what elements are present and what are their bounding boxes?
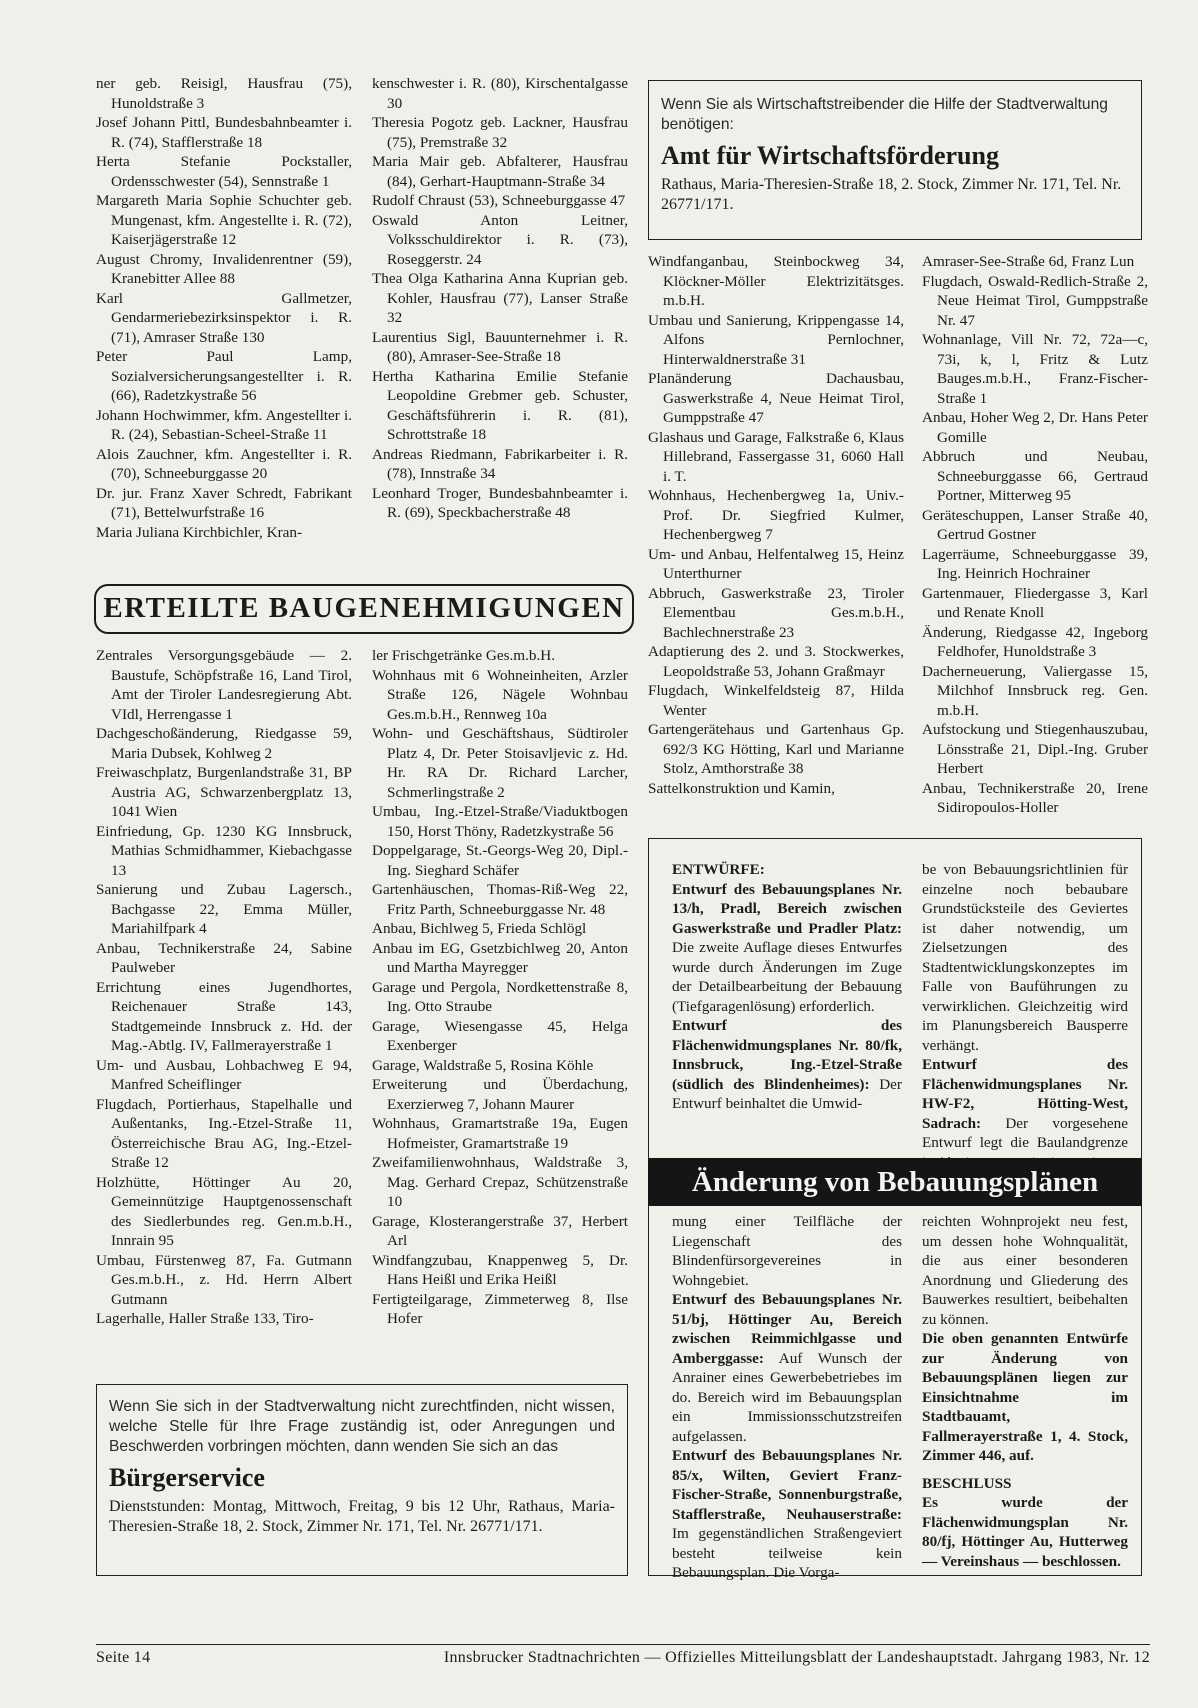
- list-item: Errichtung eines Jugendhortes, Reichenauer Straße 143, Stadtgemeinde Innsbruck z. Hd. der Mag.-Abtlg. IV, Fallmerayerstraße 1: [96, 978, 352, 1054]
- list-item: Johann Hochwimmer, kfm. Angestellter i. R. (24), Sebastian-Scheel-Straße 11: [96, 406, 352, 443]
- hwf2-continued: reichten Wohnprojekt neu fest, um dessen hohe Wohnqualität, die aus einer besonderen Anordnung und Gliederung des Bauwerkes resultiert, beibehalten zu können.: [922, 1213, 1128, 1328]
- entwuerfe-left: [672, 860, 902, 1114]
- list-item: ler Frischgetränke Ges.m.b.H.: [372, 647, 556, 664]
- list-item: Einfriedung, Gp. 1230 KG Innsbruck, Mathias Schmidhammer, Kiebachgasse 13: [96, 822, 352, 879]
- list-item: Umbau und Sanierung, Krippengasse 14, Alfons Pernlochner, Hinterwaldnerstraße 31: [648, 311, 904, 368]
- list-item: Gartengerätehaus und Gartenhaus Gp. 692/3 KG Hötting, Karl und Marianne Stolz, Amthorstraße 38: [648, 721, 904, 777]
- list-item: Garage, Waldstraße 5, Rosina Köhle: [372, 1056, 594, 1074]
- publication-line: Innsbrucker Stadtnachrichten — Offizielles Mitteilungsblatt der Landeshauptstadt. Jahrgang 1983, Nr. 12: [443, 1649, 1150, 1666]
- entwurf-85x-text: Im gegenständlichen Straßengeviert besteht teilweise kein Bebauungsplan. Die Vorga-: [672, 1525, 902, 1581]
- aenderung-right: [922, 1212, 1128, 1571]
- col1-bau-list: [96, 646, 352, 1329]
- page-number: Seite 14: [96, 1649, 151, 1666]
- list-item: Lagerräume, Schneeburggasse 39, Ing. Heinrich Hochrainer: [922, 545, 1148, 582]
- aenderung-left: [672, 1212, 902, 1583]
- entwuerfe-heading: ENTWÜRFE:: [672, 861, 765, 878]
- list-item: Andreas Riedmann, Fabrikarbeiter i. R. (78), Innstraße 34: [372, 445, 628, 482]
- list-item: Garage und Pergola, Nordkettenstraße 8, Ing. Otto Straube: [372, 978, 628, 1015]
- list-item: Aufstockung und Stiegenhauszubau, Lönsstraße 21, Dipl.-Ing. Gruber Herbert: [922, 721, 1148, 777]
- beschluss-heading: BESCHLUSS: [922, 1474, 1012, 1492]
- list-item: Maria Mair geb. Abfalterer, Hausfrau (84), Gerhart-Hauptmann-Straße 34: [372, 153, 628, 190]
- list-item: Peter Paul Lamp, Sozialversicherungsangestellter i. R. (66), Radetzkystraße 56: [96, 348, 352, 404]
- list-item: Geräteschuppen, Lanser Straße 40, Gertrud Gostner: [922, 506, 1148, 543]
- entwurf-13h-continued: be von Bebauungsrichtlinien für einzelne noch bebaubare Grundstücksteile des Geviertes ist daher notwendig, um Zielsetzungen des Stadtentwicklungskonzeptes im Falle von Bauführungen zu verwirklichen. Gleichzeitig wird im Planungsbereich Bausperre verhängt.: [922, 861, 1128, 1054]
- list-item: Wohn- und Geschäftshaus, Südtiroler Platz 4, Dr. Peter Stoisavljevic z. Hd. Hr. RA Dr. Richard Larcher, Schmerlingstraße 2: [372, 725, 628, 801]
- list-item: August Chromy, Invalidenrentner (59), Kranebitter Allee 88: [96, 250, 352, 287]
- list-item: Sanierung und Zubau Lagersch., Bachgasse 22, Emma Müller, Mariahilfpark 4: [96, 881, 352, 937]
- list-item: Margareth Maria Sophie Schuchter geb. Mungenast, kfm. Angestellte i. R. (72), Kaiserjägerstraße 12: [96, 192, 352, 248]
- beschluss-text: Es wurde der Flächenwidmungsplan Nr. 80/fj, Höttinger Au, Hutterweg — Vereinshaus — beschlossen.: [922, 1494, 1128, 1570]
- list-item: Wohnanlage, Vill Nr. 72, 72a—c, 73i, k, l, Fritz & Lutz Bauges.m.b.H., Franz-Fischer-Straße 1: [922, 331, 1148, 407]
- list-item: Hertha Katharina Emilie Stefanie Leopoldine Grebmer geb. Schuster, Geschäftsführerin i. R. (81), Schrottstraße 18: [372, 367, 628, 443]
- list-item: Garage, Klosterangerstraße 37, Herbert Arl: [372, 1212, 628, 1249]
- entwurf-13h-text: Die zweite Auflage dieses Entwurfes wurde durch Änderungen im Zuge der Detailbearbeitung der Bebauung (Tiefgaragenlösung) erforderlich.: [672, 939, 902, 1015]
- page-footer: [96, 1644, 1150, 1666]
- list-item: Windfangzubau, Knappenweg 5, Dr. Hans Heißl und Erika Heißl: [372, 1251, 628, 1288]
- list-item: Josef Johann Pittl, Bundesbahnbeamter i. R. (74), Stafflerstraße 18: [96, 114, 352, 151]
- list-item: Anbau, Hoher Weg 2, Dr. Hans Peter Gomille: [922, 409, 1148, 446]
- list-item: Umbau, Ing.-Etzel-Straße/Viaduktbogen 150, Horst Thöny, Radetzkystraße 56: [372, 803, 628, 840]
- list-item: Erweiterung und Überdachung, Exerzierweg 7, Johann Maurer: [372, 1076, 628, 1113]
- list-item: Dacherneuerung, Valiergasse 15, Milchhof Innsbruck reg. Gen. m.b.H.: [922, 662, 1148, 719]
- list-item: Holzhütte, Höttinger Au 20, Gemeinnützige Hauptgenossenschaft des Siedlerbundes reg. Gen.m.b.H., Innrain 95: [96, 1173, 352, 1249]
- wirtschaft-intro: Wenn Sie als Wirtschaftstreibender die Hilfe der Stadtverwaltung benötigen:: [661, 96, 1108, 133]
- buergerservice-intro: Wenn Sie sich in der Stadtverwaltung nicht zurechtfinden, nicht wissen, welche Stelle für Ihre Frage zuständig ist, oder Anregungen und Beschwerden vorbringen möchten, dann wenden Sie sich an das: [109, 1398, 615, 1455]
- col3-bau-list: [648, 252, 904, 798]
- list-item: Flugdach, Oswald-Redlich-Straße 2, Neue Heimat Tirol, Gumppstraße Nr. 47: [922, 272, 1148, 329]
- list-item: Thea Olga Katharina Anna Kuprian geb. Kohler, Hausfrau (77), Lanser Straße 32: [372, 270, 628, 326]
- list-item: Doppelgarage, St.-Georgs-Weg 20, Dipl.-Ing. Sieghard Schäfer: [372, 842, 628, 879]
- list-item: Umbau, Fürstenweg 87, Fa. Gutmann Ges.m.b.H., z. Hd. Herrn Albert Gutmann: [96, 1251, 352, 1308]
- buergerservice-title: Bürgerservice: [109, 1463, 265, 1492]
- buergerservice-hours: Dienststunden: Montag, Mittwoch, Freitag, 9 bis 12 Uhr, Rathaus, Maria-Theresien-Straße 18, 2. Stock, Zimmer Nr. 171, Tel. Nr. 26771/171.: [109, 1498, 615, 1535]
- list-item: Laurentius Sigl, Bauunternehmer i. R. (80), Amraser-See-Straße 18: [372, 328, 628, 365]
- entwurf-51bj-text: Auf Wunsch der Anrainer eines Gewerbebetriebes im do. Bereich wird im Bebauungsplan ein Immissionsschutzstreifen aufgelassen.: [672, 1349, 902, 1445]
- list-item: Änderung, Riedgasse 42, Ingeborg Feldhofer, Hunoldstraße 3: [922, 623, 1148, 660]
- list-item: Glashaus und Garage, Falkstraße 6, Klaus Hillebrand, Fassergasse 31, 6060 Hall i. T.: [648, 428, 904, 485]
- list-item: Herta Stefanie Pockstaller, Ordensschwester (54), Sennstraße 1: [96, 153, 352, 190]
- list-item: Leonhard Troger, Bundesbahnbeamter i. R. (69), Speckbacherstraße 48: [372, 484, 628, 521]
- list-item: Gartenmauer, Fliedergasse 3, Karl und Renate Knoll: [922, 584, 1148, 621]
- section-heading-baugenehmigungen: ERTEILTE BAUGENEHMIGUNGEN: [94, 584, 634, 634]
- list-item: Planänderung Dachausbau, Gaswerkstraße 4, Neue Heimat Tirol, Gumppstraße 47: [648, 370, 904, 426]
- list-item: Amraser-See-Straße 6d, Franz Lun: [922, 253, 1135, 270]
- entwurf-80fk-title: Entwurf des Flächenwidmungsplanes Nr. 80/fk, Innsbruck, Ing.-Etzel-Straße (südlich des Blindenheimes):: [672, 1017, 902, 1093]
- list-item: Abbruch, Gaswerkstraße 23, Tiroler Elementbau Ges.m.b.H., Bachlechnerstraße 23: [648, 584, 904, 641]
- col2-top-list: [372, 74, 628, 523]
- list-item: Anbau, Technikerstraße 20, Irene Sidiropoulos-Holler: [922, 779, 1148, 816]
- list-item: Zweifamilienwohnhaus, Waldstraße 3, Mag. Gerhard Crepaz, Schützenstraße 10: [372, 1154, 628, 1210]
- list-item: Zentrales Versorgungsgebäude — 2. Baustufe, Schöpfstraße 16, Land Tirol, Amt der Tiroler Landesregierung Abt. VIdl, Herrengasse 1: [96, 647, 352, 723]
- list-item: Freiwaschplatz, Burgenlandstraße 31, BP Austria AG, Schwarzenbergplatz 13, 1041 Wien: [96, 764, 352, 820]
- list-item: Um- und Anbau, Helfentalweg 15, Heinz Unterthurner: [648, 545, 904, 582]
- aenderung-banner: Änderung von Bebauungsplänen: [648, 1158, 1142, 1206]
- list-item: Wohnhaus, Hechenbergweg 1a, Univ.-Prof. Dr. Siegfried Kulmer, Hechenbergweg 7: [648, 487, 904, 543]
- list-item: Maria Juliana Kirchbichler, Kran-: [96, 523, 303, 541]
- list-item: Alois Zauchner, kfm. Angestellter i. R. (70), Schneeburggasse 20: [96, 445, 352, 482]
- list-item: Karl Gallmetzer, Gendarmeriebezirksinspektor i. R. (71), Amraser Straße 130: [96, 289, 352, 346]
- list-item: Flugdach, Winkelfeldsteig 87, Hilda Wenter: [648, 682, 904, 719]
- entwurf-85x-title: Entwurf des Bebauungsplanes Nr. 85/x, Wilten, Geviert Franz-Fischer-Straße, Sonnenburgstraße, Stafflerstraße, Neuhauserstraße:: [672, 1447, 902, 1523]
- list-item: Rudolf Chraust (53), Schneeburggasse 47: [372, 192, 626, 209]
- list-item: Lagerhalle, Haller Straße 133, Tiro-: [96, 1310, 314, 1327]
- wirtschaft-info-box: [648, 80, 1142, 240]
- entwurf-80fk-text: Der Entwurf beinhaltet die Umwid-: [672, 1075, 902, 1112]
- wirtschaft-address: Rathaus, Maria-Theresien-Straße 18, 2. Stock, Zimmer Nr. 171, Tel. Nr. 26771/171.: [661, 176, 1122, 213]
- list-item: Dachgeschoßänderung, Riedgasse 59, Maria Dubsek, Kohlweg 2: [96, 725, 352, 762]
- entwurf-13h-title: Entwurf des Bebauungsplanes Nr. 13/h, Pradl, Bereich zwischen Gaswerkstraße und Pradler Platz:: [672, 880, 902, 937]
- wirtschaft-title: Amt für Wirtschaftsförderung: [661, 141, 999, 170]
- list-item: Adaptierung des 2. und 3. Stockwerkes, Leopoldstraße 53, Johann Graßmayr: [648, 643, 904, 680]
- entwuerfe-right: [922, 860, 1128, 1172]
- list-item: kenschwester i. R. (80), Kirschentalgasse 30: [372, 75, 628, 112]
- buergerservice-box: [96, 1384, 628, 1576]
- list-item: Windfanganbau, Steinbockweg 34, Klöckner-Möller Elektrizitätsges. m.b.H.: [648, 253, 904, 309]
- list-item: Anbau im EG, Gsetzbichlweg 20, Anton und Martha Mayregger: [372, 939, 628, 976]
- col1-top-list: [96, 74, 352, 542]
- list-item: Wohnhaus, Gramartstraße 19a, Eugen Hofmeister, Gramartstraße 19: [372, 1115, 628, 1152]
- list-item: Oswald Anton Leitner, Volksschuldirektor i. R. (73), Roseggerstr. 24: [372, 211, 628, 268]
- list-item: Theresia Pogotz geb. Lackner, Hausfrau (75), Premstraße 32: [372, 114, 628, 151]
- entwurf-hwf2-text: Der vorgesehene Entwurf legt die Baulandgrenze: [922, 1114, 1128, 1151]
- list-item: Anbau, Technikerstraße 24, Sabine Paulweber: [96, 939, 352, 976]
- list-item: Wohnhaus mit 6 Wohneinheiten, Arzler Straße 126, Nägele Wohnbau Ges.m.b.H., Rennweg 10a: [372, 666, 628, 723]
- entwurf-hwf2-title: Entwurf des Flächenwidmungsplanes Nr. HW-F2, Hötting-West, Sadrach:: [922, 1056, 1128, 1132]
- entwurf-51bj-title: Entwurf des Bebauungsplanes Nr. 51/bj, Höttinger Au, Bereich zwischen Reimmichlgasse und Amberggasse:: [672, 1291, 902, 1367]
- list-item: Um- und Ausbau, Lohbachweg E 94, Manfred Scheiflinger: [96, 1056, 352, 1093]
- col4-bau-list: [922, 252, 1148, 818]
- list-item: Garage, Wiesengasse 45, Helga Exenberger: [372, 1017, 628, 1054]
- list-item: Anbau, Bichlweg 5, Frieda Schlögl: [372, 920, 587, 937]
- list-item: ner geb. Reisigl, Hausfrau (75), Hunoldstraße 3: [96, 75, 352, 112]
- aenderung-intro: mung einer Teilfläche der Liegenschaft des Blindenfürsorgevereines in Wohngebiet.: [672, 1213, 902, 1289]
- list-item: Gartenhäuschen, Thomas-Riß-Weg 22, Fritz Parth, Schneeburggasse Nr. 48: [372, 881, 628, 918]
- list-item: Sattelkonstruktion und Kamin,: [648, 779, 835, 797]
- col2-bau-list: [372, 646, 628, 1329]
- list-item: Abbruch und Neubau, Schneeburggasse 66, Gertraud Portner, Mitterweg 95: [922, 448, 1148, 504]
- list-item: Flugdach, Portierhaus, Stapelhalle und Außentanks, Ing.-Etzel-Straße 11, Österreichische Brau AG, Ing.-Etzel-Straße 12: [96, 1095, 352, 1171]
- list-item: Dr. jur. Franz Xaver Schredt, Fabrikant (71), Bettelwurfstraße 16: [96, 484, 352, 521]
- einsichtnahme-notice: Die oben genannten Entwürfe zur Änderung von Bebauungsplänen liegen zur Einsichtnahme im Stadtbauamt, Fallmerayerstraße 1, 4. Stock, Zimmer 446, auf.: [922, 1330, 1128, 1464]
- list-item: Fertigteilgarage, Zimmeterweg 8, Ilse Hofer: [372, 1290, 628, 1327]
